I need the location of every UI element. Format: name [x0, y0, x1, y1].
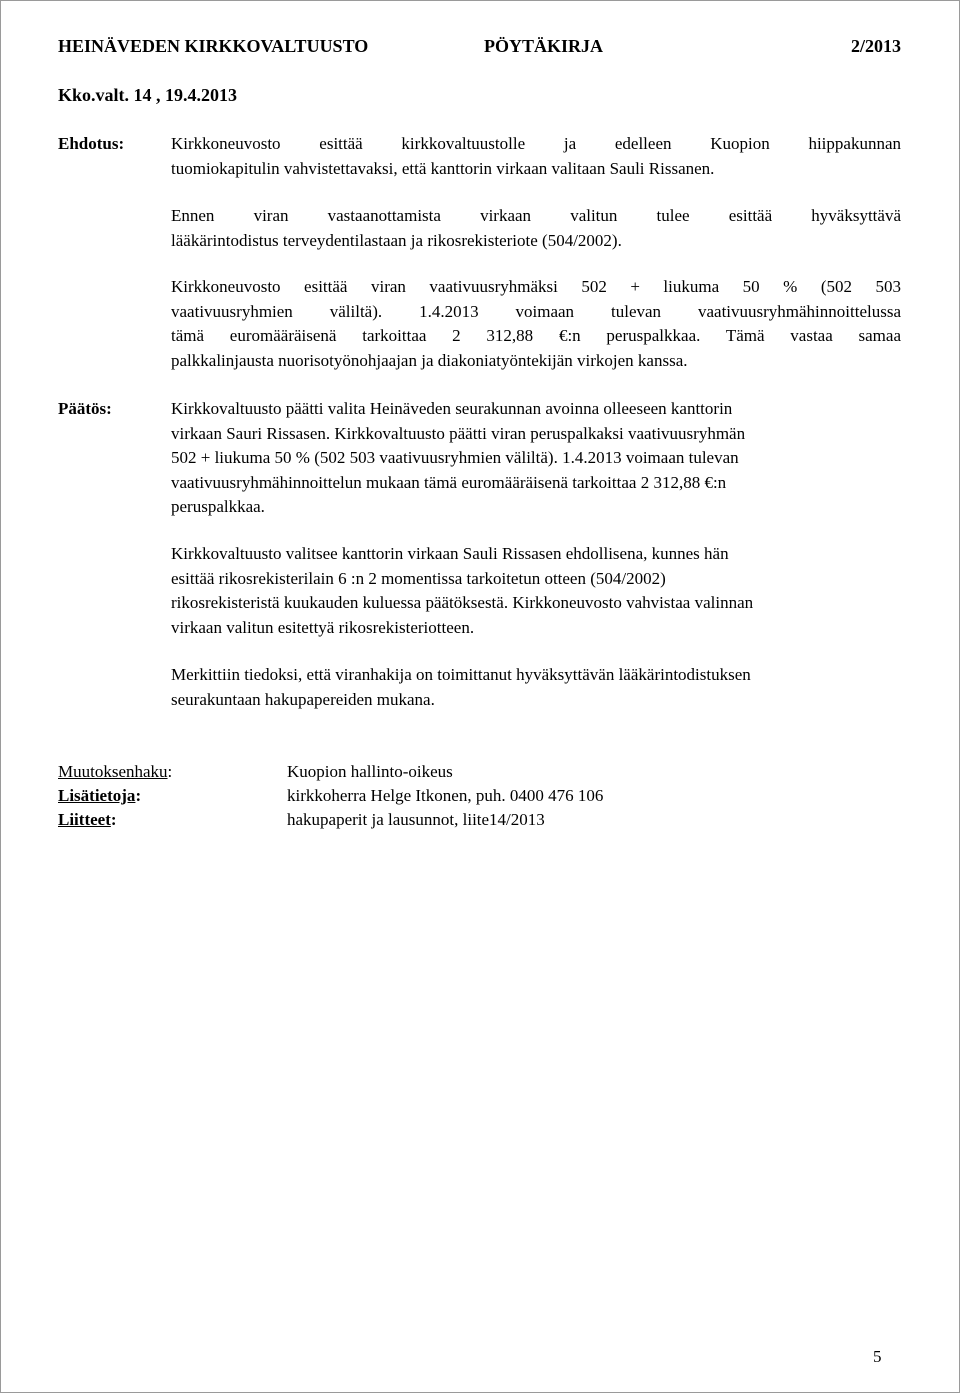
text-line: vaativuusryhmien väliltä). 1.4.2013 voimaan tulevan vaativuusryhmähinnoittelussa — [171, 301, 901, 321]
text-line: tämä euromääräisenä tarkoittaa 2 312,88 €:n peruspalkkaa. Tämä vastaa samaa — [171, 326, 901, 345]
decision-paragraph-3 — [171, 663, 901, 712]
attachments-row — [58, 808, 901, 832]
text-line: virkaan valitun esitettyä rikosrekisteriotteen. — [171, 617, 475, 637]
info-key — [58, 784, 141, 808]
proposal-paragraph-1 — [171, 132, 901, 181]
info-key-text: Lisätietoja — [58, 786, 136, 805]
text-line: Kirkkoneuvosto esittää kirkkovaltuustolle ja edelleen Kuopion hiippakunnan — [171, 134, 901, 153]
text-line: rikosrekisteristä kuukauden kuluessa päätöksestä. Kirkkoneuvosto vahvistaa valinnan — [171, 593, 754, 612]
text-line: palkkalinjausta nuorisotyönohjaajan ja diakoniatyöntekijän virkojen kanssa. — [171, 350, 688, 370]
organization-name: HEINÄVEDEN KIRKKOVALTUUSTO — [58, 36, 369, 56]
info-row — [58, 784, 901, 808]
text-line: Kirkkovaltuusto päätti valita Heinäveden seurakunnan avoinna olleeseen kanttorin — [171, 399, 733, 418]
text-line: tuomiokapitulin vahvistettavaksi, että kanttorin virkaan valitaan Sauli Rissanen. — [171, 158, 715, 178]
info-key-colon: : — [135, 786, 142, 805]
attachments-key-colon: : — [110, 810, 117, 829]
text-line: peruspalkkaa. — [171, 497, 265, 516]
proposal-label: Ehdotus: — [58, 134, 125, 153]
appeal-key-text: Muutoksenhaku — [58, 762, 168, 781]
session-reference: Kko.valt. 14 , 19.4.2013 — [58, 85, 238, 105]
attachments-key-text: Liitteet — [58, 810, 111, 829]
appeal-value: Kuopion hallinto-oikeus — [287, 762, 453, 781]
text-line: Ennen viran vastaanottamista virkaan valitun tulee esittää hyväksyttävä — [171, 206, 901, 225]
text-line: esittää rikosrekisterilain 6 :n 2 momentissa tarkoitetun otteen (504/2002) — [171, 568, 666, 588]
text-line: virkaan Sauri Rissasen. Kirkkovaltuusto päätti viran peruspalkaksi vaativuusryhmän — [171, 423, 746, 443]
appeal-row — [58, 760, 901, 784]
attachments-key — [58, 808, 117, 832]
text-line: Kirkkoneuvosto esittää viran vaativuusryhmäksi 502 + liukuma 50 % (502 503 — [171, 277, 901, 296]
text-line: Merkittiin tiedoksi, että viranhakija on toimittanut hyväksyttävän lääkärintodistuksen — [171, 665, 751, 684]
decision-paragraph-1 — [171, 397, 901, 520]
decision-label: Päätös: — [58, 399, 112, 418]
text-line: Kirkkovaltuusto valitsee kanttorin virkaan Sauli Rissasen ehdollisena, kunnes hän — [171, 544, 729, 563]
appeal-key — [58, 760, 172, 784]
page-number: 5 — [873, 1347, 882, 1366]
decision-paragraph-2 — [171, 542, 901, 640]
attachments-value: hakupaperit ja lausunnot, liite14/2013 — [287, 810, 545, 829]
appeal-key-colon: : — [167, 762, 173, 781]
info-value: kirkkoherra Helge Itkonen, puh. 0400 476 106 — [287, 786, 604, 805]
text-line: lääkärintodistus terveydentilastaan ja rikosrekisteriote (504/2002). — [171, 230, 622, 250]
document-number: 2/2013 — [850, 36, 901, 56]
text-line: 502 + liukuma 50 % (502 503 vaativuusryhmien väliltä). 1.4.2013 voimaan tulevan — [171, 448, 739, 467]
proposal-paragraph-2 — [171, 204, 901, 253]
text-line: seurakuntaan hakupapereiden mukana. — [171, 689, 435, 709]
proposal-paragraph-3 — [171, 275, 901, 373]
appeal-info — [58, 760, 901, 832]
document-type: PÖYTÄKIRJA — [484, 36, 604, 56]
text-line: vaativuusryhmähinnoittelun mukaan tämä euromääräisenä tarkoittaa 2 312,88 €:n — [171, 472, 727, 492]
